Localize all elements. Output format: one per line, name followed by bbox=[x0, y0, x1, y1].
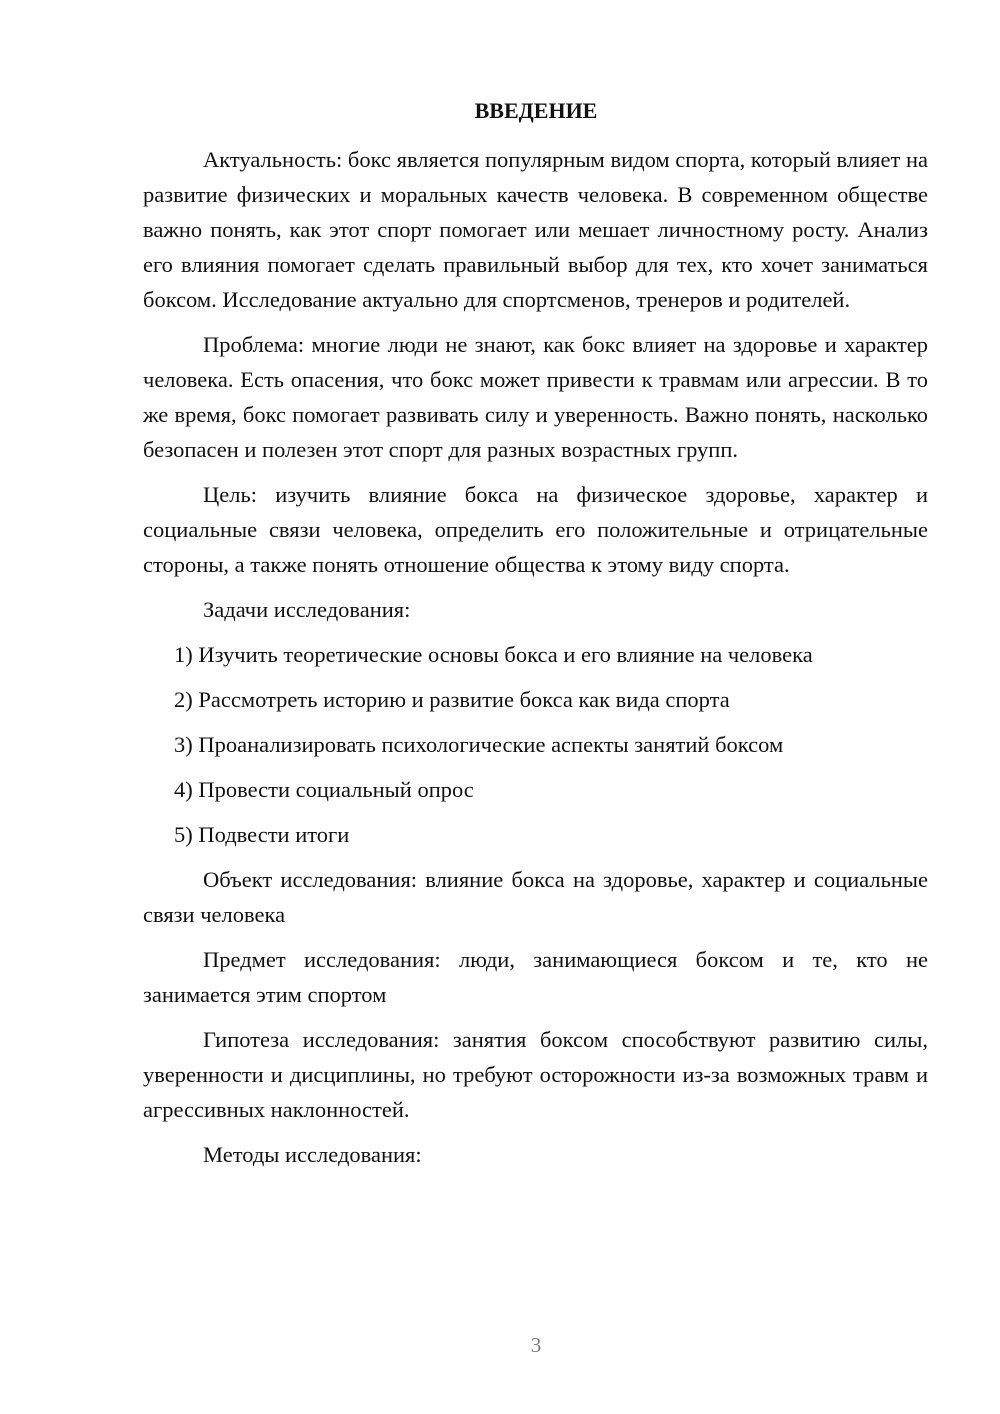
paragraph-subject: Предмет исследования: люди, занимающиеся боксом и те, кто не занимается этим спортом bbox=[143, 947, 928, 1007]
paragraph-methods: Методы исследования: bbox=[203, 1142, 422, 1167]
list-item: 1) Изучить теоретические основы бокса и его влияние на человека bbox=[174, 642, 813, 667]
list-item: 4) Провести социальный опрос bbox=[174, 777, 474, 802]
list-item: 3) Проанализировать психологические аспекты занятий боксом bbox=[174, 732, 784, 757]
paragraph-object: Объект исследования: влияние бокса на здоровье, характер и социальные связи человека bbox=[143, 867, 928, 927]
paragraph-goal: Цель: изучить влияние бокса на физическое здоровье, характер и социальные связи человека, определить его положительные и отрицательные стороны, а также понять отношение общества к этому виду спорта. bbox=[143, 482, 928, 577]
list-item: 2) Рассмотреть историю и развитие бокса как вида спорта bbox=[174, 687, 730, 712]
paragraph-relevance: Актуальность: бокс является популярным видом спорта, который влияет на развитие физических и моральных качеств человека. В современном обществе важно понять, как этот спорт помогает или мешает личностному росту. Анализ его влияния помогает сделать правильный выбор для тех, кто хочет заниматься боксом. Исследование актуально для спортсменов, тренеров и родителей. bbox=[143, 147, 928, 312]
page-number: 3 bbox=[530, 1333, 542, 1357]
document-body bbox=[143, 142, 928, 1182]
paragraph-hypothesis: Гипотеза исследования: занятия боксом способствуют развитию силы, уверенности и дисциплины, но требуют осторожности из-за возможных травм и агрессивных наклонностей. bbox=[143, 1027, 928, 1122]
tasks-heading: Задачи исследования: bbox=[203, 597, 411, 622]
list-item: 5) Подвести итоги bbox=[174, 822, 350, 847]
paragraph-problem: Проблема: многие люди не знают, как бокс влияет на здоровье и характер человека. Есть опасения, что бокс может привести к травмам или агрессии. В то же время, бокс помогает развивать силу и уверенность. Важно понять, насколько безопасен и полезен этот спорт для разных возрастных групп. bbox=[143, 332, 928, 462]
tasks-list bbox=[143, 637, 928, 852]
page-title: ВВЕДЕНИЕ bbox=[474, 98, 598, 123]
